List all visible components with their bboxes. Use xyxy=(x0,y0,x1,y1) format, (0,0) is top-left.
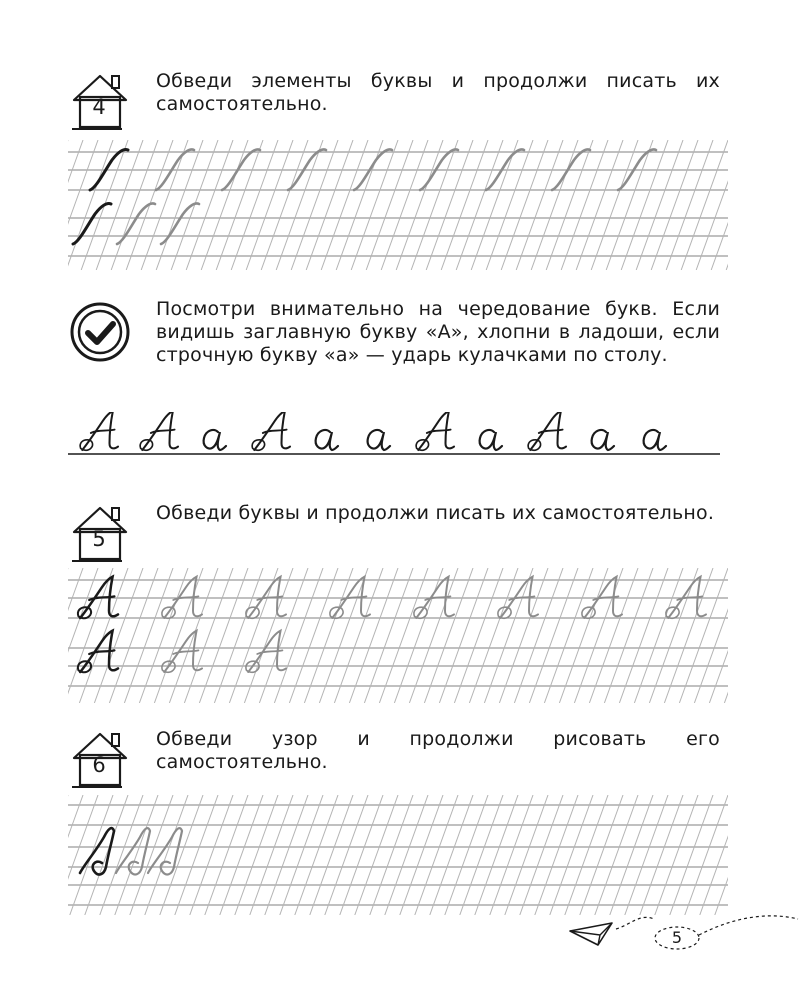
slant-line xyxy=(68,140,83,270)
cursive-capital-a xyxy=(80,412,118,450)
slant-line xyxy=(516,140,563,270)
slant-line xyxy=(726,140,728,270)
slant-line xyxy=(111,140,158,270)
task-instruction: Посмотри внимательно на чередование букв. Если видишь заглавную букву «А», хлопни в ладоши, если строчную букву «а» — ударь кулачками по столу. xyxy=(156,298,720,366)
slant-line xyxy=(561,140,608,270)
slant-line xyxy=(139,568,188,703)
cursive-capital-a xyxy=(140,412,178,450)
task-4 xyxy=(68,70,728,130)
slant-line xyxy=(591,140,638,270)
copybook-lines-task5 xyxy=(68,568,728,703)
slant-line xyxy=(604,568,653,703)
copybook-lines-task4 xyxy=(68,140,728,270)
page-number: 5 xyxy=(671,928,683,947)
slant-line xyxy=(259,568,308,703)
slant-line xyxy=(319,568,368,703)
slant-line xyxy=(469,568,518,703)
cursive-lowercase-a xyxy=(644,430,666,450)
slant-line xyxy=(379,568,428,703)
slant-line xyxy=(246,140,293,270)
cursive-lowercase-a xyxy=(204,430,226,450)
task-5 xyxy=(68,502,728,562)
house-icon xyxy=(68,502,132,566)
slant-line xyxy=(696,140,728,270)
slant-line xyxy=(68,140,98,270)
slant-line xyxy=(68,568,98,703)
slant-line xyxy=(426,140,473,270)
slant-line xyxy=(700,795,728,915)
slant-line xyxy=(634,568,683,703)
slant-line xyxy=(109,568,158,703)
slant-line xyxy=(651,140,698,270)
house-icon xyxy=(68,728,132,792)
slant-line xyxy=(261,140,308,270)
slant-line xyxy=(531,140,578,270)
slant-line xyxy=(606,140,653,270)
slant-line xyxy=(396,140,443,270)
slant-line xyxy=(441,140,488,270)
letter-sequence xyxy=(68,412,728,468)
slant-line xyxy=(499,568,548,703)
cursive-capital-a xyxy=(528,412,566,450)
slant-line xyxy=(229,568,278,703)
slant-line xyxy=(529,568,578,703)
cursive-lowercase-a xyxy=(368,430,390,450)
slant-line xyxy=(199,568,248,703)
slant-line xyxy=(124,568,173,703)
cursive-lowercase-a xyxy=(480,430,502,450)
slant-line xyxy=(424,568,473,703)
slant-line xyxy=(471,140,518,270)
slant-line xyxy=(679,568,728,703)
slant-line xyxy=(214,568,263,703)
slant-line xyxy=(321,140,368,270)
cursive-capital-a xyxy=(416,412,454,450)
slant-line xyxy=(276,140,323,270)
slant-line xyxy=(544,568,593,703)
slant-line xyxy=(456,140,503,270)
letter-stroke xyxy=(117,203,155,244)
slant-line xyxy=(411,140,458,270)
slant-line xyxy=(724,568,728,703)
checkmark-icon xyxy=(68,300,132,364)
slant-line xyxy=(366,140,413,270)
slant-line xyxy=(681,140,728,270)
page-footer xyxy=(560,905,800,965)
slant-line xyxy=(619,568,668,703)
task-instruction: Обведи узор и продолжи рисовать его самостоятельно. xyxy=(156,728,720,773)
slant-line xyxy=(216,140,263,270)
copybook-lines-task6 xyxy=(68,795,728,915)
slant-line xyxy=(454,568,503,703)
slant-line xyxy=(394,568,443,703)
slant-line xyxy=(289,568,338,703)
slant-line xyxy=(231,140,278,270)
slant-line xyxy=(621,140,668,270)
slant-line xyxy=(636,140,683,270)
task-number: 5 xyxy=(92,527,106,551)
slant-line xyxy=(274,568,323,703)
slant-line xyxy=(334,568,383,703)
letter-stroke xyxy=(73,203,111,244)
slant-line xyxy=(574,568,623,703)
slant-line xyxy=(409,568,458,703)
cursive-capital-a xyxy=(252,412,290,450)
slant-line xyxy=(484,568,533,703)
slant-line xyxy=(291,140,338,270)
task-clap xyxy=(68,298,728,398)
slant-line xyxy=(349,568,398,703)
slant-line xyxy=(381,140,428,270)
slant-line xyxy=(649,568,698,703)
slant-line xyxy=(666,140,713,270)
house-icon xyxy=(68,70,132,134)
slant-line xyxy=(201,140,248,270)
slant-line xyxy=(79,568,128,703)
task-instruction: Обведи буквы и продолжи писать их самостоятельно. xyxy=(156,502,715,524)
slant-line xyxy=(304,568,353,703)
slant-line xyxy=(576,140,623,270)
slant-line xyxy=(351,140,398,270)
slant-line xyxy=(364,568,413,703)
task-instruction: Обведи элементы буквы и продолжи писать их самостоятельно. xyxy=(156,70,720,115)
slant-line xyxy=(68,568,83,703)
task-number: 6 xyxy=(92,753,106,777)
slant-line xyxy=(68,795,83,915)
task-number: 4 xyxy=(92,95,106,119)
task-6 xyxy=(68,728,728,788)
slant-line xyxy=(546,140,593,270)
slant-line xyxy=(559,568,608,703)
cursive-lowercase-a xyxy=(316,430,338,450)
slant-line xyxy=(306,140,353,270)
cursive-lowercase-a xyxy=(592,430,614,450)
